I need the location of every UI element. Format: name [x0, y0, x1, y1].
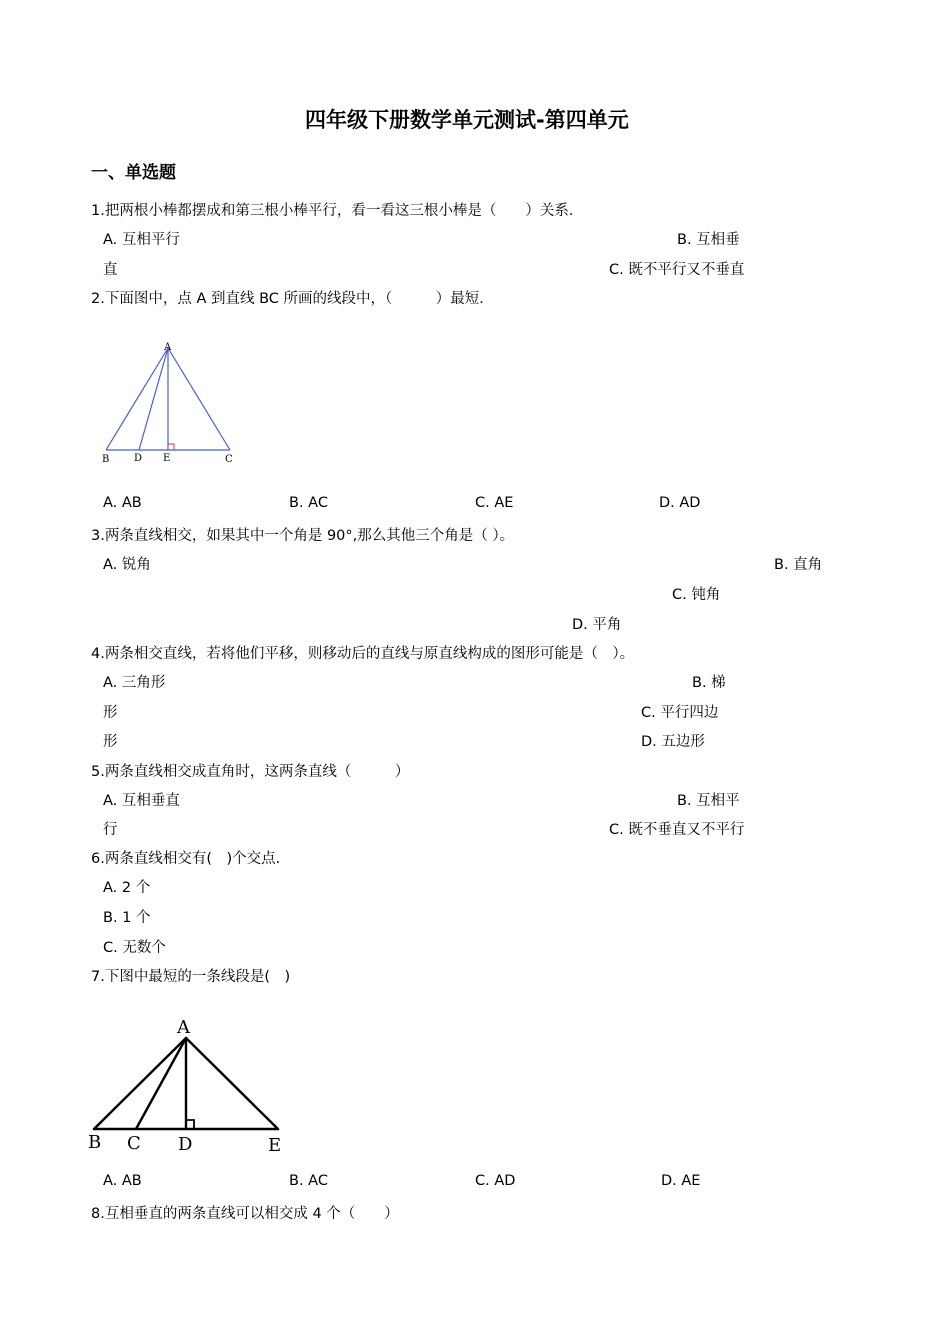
q7-label-a: A [177, 1017, 190, 1038]
q4-option-c[interactable]: C. 平行四边 [641, 705, 719, 721]
question-6: 6.两条直线相交有( )个交点． [91, 851, 291, 867]
q1-option-b[interactable]: B. 互相垂 [677, 232, 740, 248]
q4-option-b[interactable]: B. 梯 [692, 675, 726, 691]
q5-option-b-wrap[interactable]: 行 [103, 822, 118, 838]
q5-option-b[interactable]: B. 互相平 [677, 793, 740, 809]
question-8: 8.互相垂直的两条直线可以相交成 4 个（ ） [91, 1206, 399, 1222]
q2-label-c: C [225, 454, 233, 465]
q5-option-a[interactable]: A. 互相垂直 [103, 793, 180, 809]
q2-label-b: B [102, 454, 110, 465]
q4-option-a[interactable]: A. 三角形 [103, 675, 166, 691]
q4-option-c-wrap[interactable]: 形 [103, 734, 118, 750]
q3-option-a[interactable]: A. 锐角 [103, 557, 151, 573]
q7-option-c[interactable]: C. AD [475, 1173, 516, 1189]
q2-label-d: D [134, 453, 143, 464]
q6-option-c[interactable]: C. 无数个 [103, 940, 166, 956]
q7-triangle-figure [86, 1016, 296, 1156]
q7-label-d: D [178, 1134, 193, 1155]
q4-option-d[interactable]: D. 五边形 [641, 734, 705, 750]
q1-option-a[interactable]: A. 互相平行 [103, 232, 180, 248]
q4-option-b-wrap[interactable]: 形 [103, 705, 118, 721]
q6-option-b[interactable]: B. 1 个 [103, 910, 151, 926]
q3-option-d[interactable]: D. 平角 [572, 617, 622, 633]
q2-option-a[interactable]: A. AB [103, 495, 142, 511]
question-2: 2.下面图中，点 A 到直线 BC 所画的线段中，（ ）最短． [91, 291, 494, 307]
q5-option-c[interactable]: C. 既不垂直又不平行 [609, 822, 745, 838]
q7-label-e: E [268, 1135, 282, 1156]
q7-option-d[interactable]: D. AE [661, 1173, 701, 1189]
q2-option-b[interactable]: B. AC [289, 495, 328, 511]
question-3: 3.两条直线相交，如果其中一个角是 90°,那么其他三个角是（ ）。 [91, 528, 515, 544]
q2-label-e: E [163, 453, 171, 464]
question-5: 5.两条直线相交成直角时，这两条直线（ ） [91, 764, 410, 780]
q7-option-a[interactable]: A. AB [103, 1173, 142, 1189]
q1-option-b-wrap[interactable]: 直 [103, 262, 118, 278]
section-heading: 一、单选题 [91, 163, 176, 183]
question-1: 1.把两根小棒都摆成和第三根小棒平行，看一看这三根小棒是（ ）关系． [91, 203, 584, 219]
q3-option-c[interactable]: C. 钝角 [672, 587, 721, 603]
q7-option-b[interactable]: B. AC [289, 1173, 328, 1189]
q2-triangle-figure [100, 338, 240, 468]
q2-option-c[interactable]: C. AE [475, 495, 514, 511]
page-title: 四年级下册数学单元测试-第四单元 [305, 108, 629, 132]
q3-option-b[interactable]: B. 直角 [774, 557, 823, 573]
q2-label-a: A [164, 342, 172, 353]
q6-option-a[interactable]: A. 2 个 [103, 880, 151, 896]
q7-label-b: B [88, 1132, 102, 1153]
question-4: 4.两条相交直线，若将他们平移，则移动后的直线与原直线构成的图形可能是（ ）。 [91, 646, 635, 662]
q2-option-d[interactable]: D. AD [659, 495, 701, 511]
question-7: 7.下图中最短的一条线段是( ) [91, 969, 291, 985]
q7-label-c: C [127, 1133, 141, 1154]
q1-option-c[interactable]: C. 既不平行又不垂直 [609, 262, 745, 278]
